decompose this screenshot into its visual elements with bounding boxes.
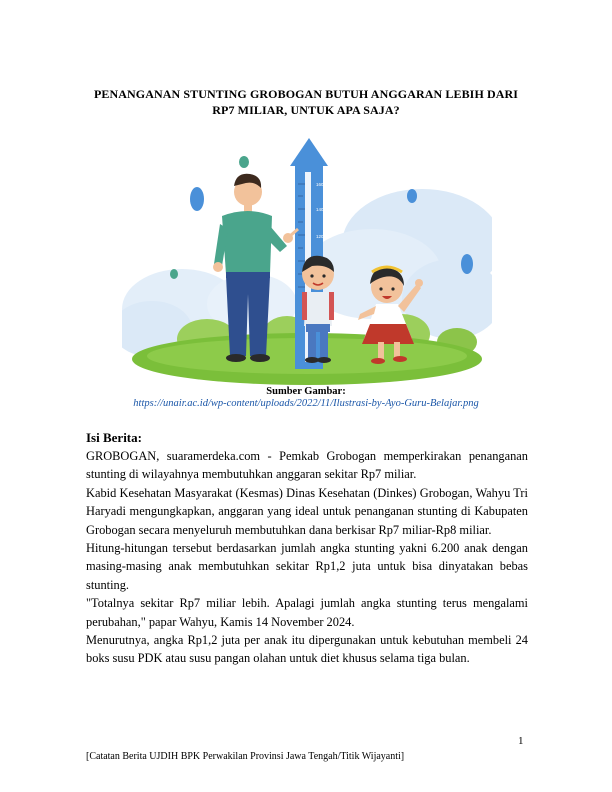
paragraph: "Totalnya sekitar Rp7 miliar lebih. Apalagi jumlah angka stunting terus mengalami perubahan," papar Wahyu, Kamis 14 November 2024.	[86, 596, 528, 629]
image-source-label: Sumber Gambar:	[266, 386, 346, 397]
article-title-line-1: PENANGANAN STUNTING GROBOGAN BUTUH ANGGARAN LEBIH DARI	[93, 87, 519, 101]
stunting-illustration	[122, 134, 492, 386]
paragraph: GROBOGAN, suaramerdeka.com - Pemkab Grobogan memperkirakan penanganan stunting di wilayahnya membutuhkan anggaran sekitar Rp7 miliar.	[86, 449, 528, 482]
section-heading: Isi Berita:	[86, 430, 142, 445]
article-title-line-2: RP7 MILIAR, UNTUK APA SAJA?	[212, 103, 400, 117]
ruler-tick-140: 140	[316, 207, 324, 212]
paragraph: Hitung-hitungan tersebut berdasarkan jumlah angka stunting yakni 6.200 anak dengan masing-masing anak membutuhkan sekitar Rp1,2 juta untuk bisa dinyatakan bebas stunting.	[86, 541, 528, 592]
article-title	[60, 86, 552, 118]
image-source-link[interactable]: https://unair.ac.id/wp-content/uploads/2022/11/Ilustrasi-by-Ayo-Guru-Belajar.png	[133, 398, 479, 409]
page-footer: [Catatan Berita UJDIH BPK Perwakilan Provinsi Jawa Tengah/Titik Wijayanti]	[86, 751, 405, 762]
ruler-tick-160: 160	[316, 182, 324, 187]
page-number: 1	[518, 735, 524, 747]
paragraph: Menurutnya, angka Rp1,2 juta per anak itu dipergunakan untuk kebutuhan membeli 24 boks susu PDK atau susu pangan olahan untuk diet khusus selama tiga bulan.	[86, 633, 528, 666]
article-body	[86, 447, 528, 668]
ruler-tick-120: 120	[316, 234, 324, 239]
paragraph: Kabid Kesehatan Masyarakat (Kesmas) Dinas Kesehatan (Dinkes) Grobogan, Wahyu Tri Haryadi mengungkapkan, anggaran yang ideal untuk penanganan stunting di Kabupaten Grobogan secara menyeluruh membutuhkan dana berkisar Rp7 miliar-Rp8 miliar.	[86, 485, 528, 537]
